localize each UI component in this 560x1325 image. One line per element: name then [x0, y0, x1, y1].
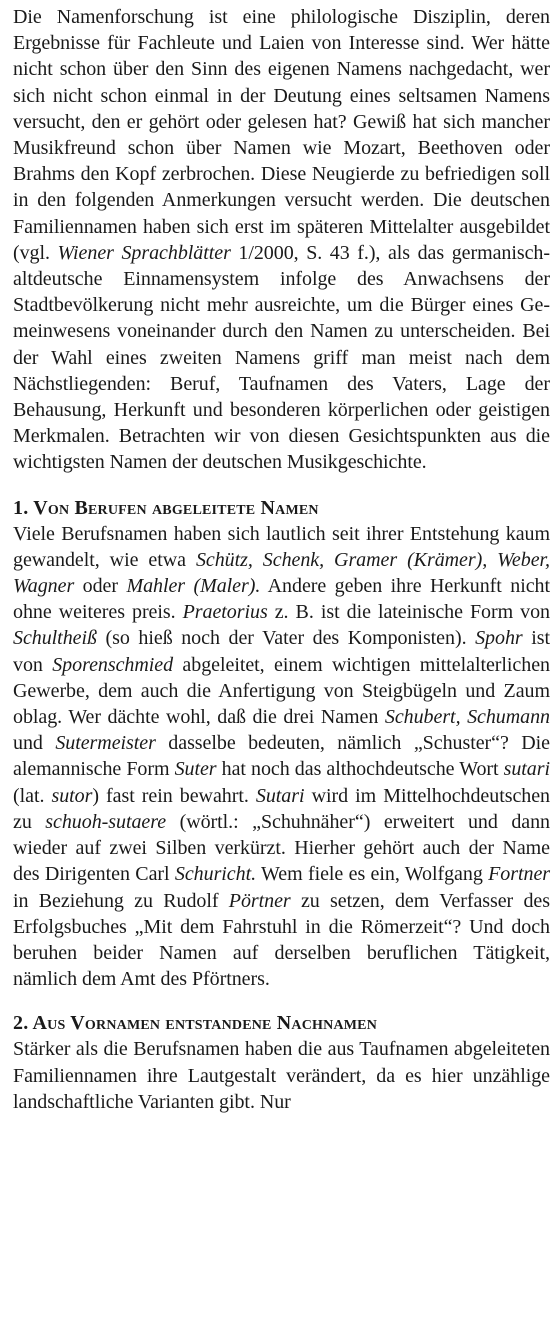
- document-page: [13, 4, 550, 1115]
- text-run: dasselbe bedeuten, nämlich „Schuster“? Die alemannische Form: [13, 732, 550, 781]
- text-run: abgeleitet, einem wichtigen mittelalterlichen Gewerbe, dem auch die Anfertigung von Steigbügeln und Zaum oblag. Wer dächte wohl, daß die drei Namen: [13, 653, 550, 729]
- section-heading-1: 1. Von Berufen abgeleitete Namen: [13, 496, 319, 519]
- text-run: oder: [74, 575, 127, 598]
- italic-term: Schuricht.: [174, 863, 257, 886]
- text-run: (lat.: [13, 784, 52, 807]
- text-run: (so hieß noch der Vater des Komponisten).: [96, 627, 476, 650]
- text-run: (wörtl.: „Schuhnäher“) erweitert und dann wieder auf zwei Silben verkürzt. Hierher gehört auch der Name des Dirigenten Carl: [13, 810, 550, 886]
- italic-term: Mahler (Maler).: [126, 575, 261, 598]
- text-run: in Beziehung zu Rudolf: [13, 889, 229, 912]
- italic-term: Suter: [174, 758, 217, 781]
- section-heading-2: 2. Aus Vornamen entstandene Nachnamen: [13, 1012, 378, 1035]
- section-1-paragraph: [13, 521, 550, 993]
- italic-term: Schütz, Schenk, Gramer (Krämer), Weber, Wagner: [13, 548, 550, 598]
- text-run: hat noch das althochdeutsche Wort: [216, 758, 504, 781]
- text-run: Viele Berufsnamen haben sich lautlich seit ihrer Entstehung kaum gewandelt, wie etwa: [13, 522, 550, 571]
- text-run: z. B. ist die lateinische Form von: [267, 601, 550, 624]
- italic-term: sutor: [51, 784, 93, 807]
- italic-term: Fortner: [488, 863, 551, 886]
- italic-term: Schubert, Schumann: [384, 706, 550, 729]
- section-2-paragraph: [13, 1036, 550, 1115]
- italic-term: Sutermeister: [55, 732, 156, 755]
- italic-term: Wiener Sprachblätter: [57, 241, 231, 264]
- text-run: ) fast rein bewahrt.: [92, 784, 256, 807]
- text-run: ist von: [13, 627, 550, 676]
- text-run: zu setzen, dem Verfasser des Erfolgsbuches „Mit dem Fahrstuhl in die Römerzeit“? Und doch beruhen beider Namen auf derselben beruflichen Tätigkeit, nämlich dem Amt des Pförtners.: [13, 889, 550, 991]
- italic-term: schuoh-sutaere: [45, 810, 167, 833]
- text-run: Die Namenforschung ist eine philologische Disziplin, deren Ergebnisse für Fachleute und Laien von Interesse sind. Wer hätte nicht schon über den Sinn des eigenen Namens nachgedacht, wer sich nicht schon einmal in der Deutung eines seltsamen Namens versucht, den er gehört oder gelesen hat? Gewiß hat sich mancher Musikfreund schon über Namen wie Mozart, Beethoven oder Brahms den Kopf zerbrochen. Diese Neugierde zu befriedigen soll in den folgenden Anmerkungen versucht werden. Die deutschen Familiennamen haben sich erst im späteren Mittelalter ausgebildet (vgl.: [13, 6, 550, 264]
- text-run: Stärker als die Berufsnamen haben die aus Taufnamen abgeleiteten Familiennamen ihre Lautgestalt verändert, da es hier unzählige landschaftliche Varianten gibt. Nur: [13, 1038, 550, 1113]
- text-run: Andere geben ihre Herkunft nicht ohne weiteres preis.: [13, 575, 550, 624]
- text-run: 1/2000, S. 43 f.), als das germanisch-altdeutsche Einnamensystem infolge des Anwachsens der Stadtbevölkerung nicht mehr ausreichte, um die Bürger eines Gemeinwesens voneinander durch den Namen zu unterscheiden. Bei der Wahl eines zweiten Namens griff man meist nach dem Nächstliegenden: Beruf, Taufnamen des Vaters, Lage der Behausung, Herkunft und besonderen körperlichen oder geistigen Merkmalen. Betrachten wir von diesen Gesichtspunkten aus die wichtigsten Namen der deutschen Musikgeschichte.: [13, 241, 550, 474]
- text-run: wird im Mittelhochdeutschen zu: [13, 784, 551, 833]
- italic-term: Sutari: [255, 784, 305, 807]
- italic-term: sutari: [503, 758, 550, 781]
- italic-term: Pörtner: [228, 889, 291, 912]
- italic-term: Praetorius: [182, 601, 268, 624]
- text-run: und: [13, 732, 56, 755]
- italic-term: Spohr: [475, 627, 523, 650]
- italic-term: Sporenschmied: [52, 653, 174, 676]
- text-run: Wem fiele es ein, Wolfgang: [256, 863, 489, 886]
- italic-term: Schultheiß: [13, 627, 97, 650]
- intro-paragraph: [13, 4, 550, 476]
